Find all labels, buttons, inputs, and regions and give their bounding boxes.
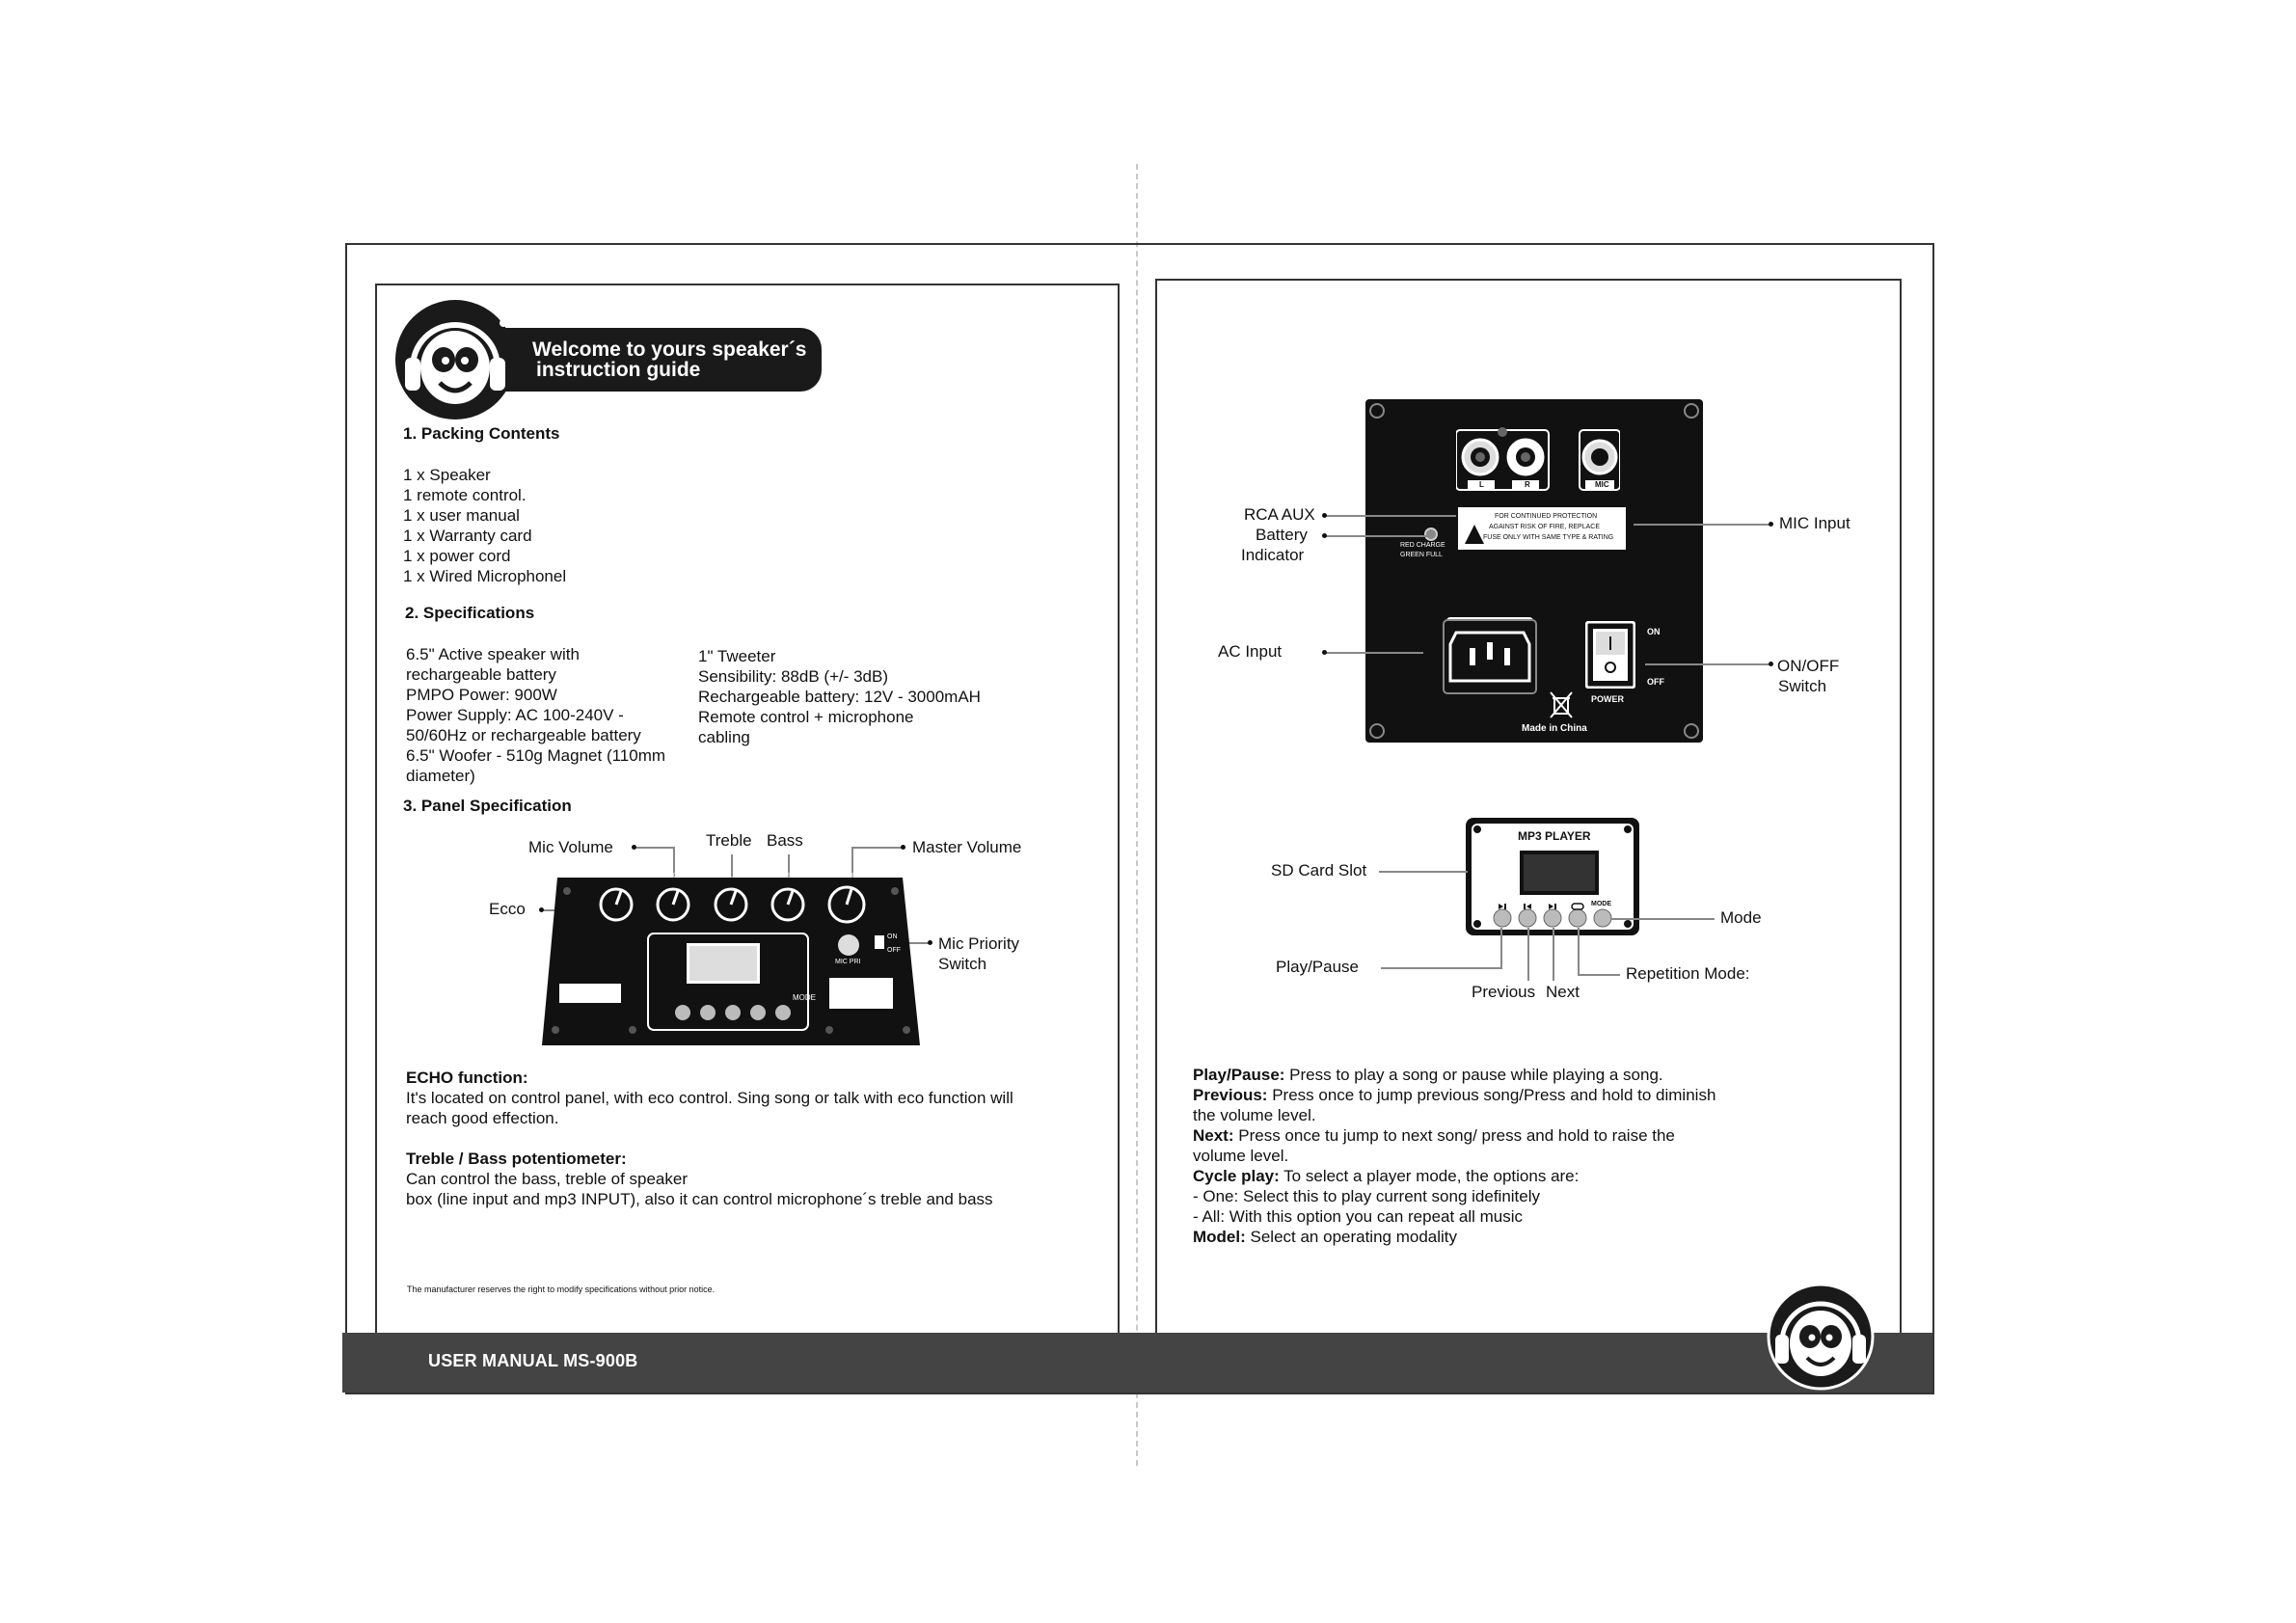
control-panel-diagram	[540, 873, 922, 1047]
label-indicator: Indicator	[1241, 546, 1305, 564]
packing-item: 1 x Wired Microphonel	[403, 567, 567, 585]
footer-title: USER MANUAL MS-900B	[428, 1351, 638, 1370]
spec-line: Sensibility: 88dB (+/- 3dB)	[698, 667, 889, 686]
label-mic-priority-line2: Switch	[938, 955, 987, 973]
label-previous: Previous	[1472, 983, 1536, 1001]
leader-line	[1325, 652, 1423, 654]
mp3-mode-text: MODE	[1591, 901, 1611, 907]
label-mic-volume: Mic Volume	[528, 838, 613, 856]
leader-line	[1610, 918, 1715, 920]
spacer-icon	[1456, 503, 1457, 504]
knob-label: MIC VOL	[654, 873, 682, 879]
spec-line: Remote control + microphone	[698, 708, 914, 726]
description-text: To select a player mode, the options are:	[1279, 1167, 1580, 1185]
description-line	[1193, 1227, 1715, 1247]
label-rca-aux: RCA AUX	[1244, 505, 1315, 524]
panel-mode-label: MODE	[793, 993, 816, 1002]
label-onoff-line1: ON/OFF	[1777, 657, 1840, 675]
monkey-face-icon	[395, 300, 515, 419]
leader-line	[1578, 974, 1620, 976]
power-label: POWER	[1591, 694, 1625, 704]
treble-bass-text	[406, 1169, 993, 1209]
description-text: Select an operating modality	[1245, 1228, 1458, 1246]
back-panel-diagram	[1365, 399, 1703, 743]
specs-left-column	[406, 644, 665, 786]
panel-title: 3. Panel Specification	[403, 797, 572, 815]
leader-dot	[901, 845, 905, 850]
description-line	[1193, 1186, 1715, 1206]
leader-line	[635, 847, 674, 849]
knob-label: TREBLE	[712, 873, 739, 879]
description-line	[1193, 1166, 1715, 1186]
leader-line	[1553, 928, 1554, 981]
leader-line	[1500, 928, 1502, 968]
fuse-warning	[1456, 507, 1624, 550]
switch-off-label: OFF	[1647, 677, 1664, 687]
mic-jack-label: MIC	[1595, 480, 1609, 489]
warning-line-2: AGAINST RISK OF FIRE, REPLACE	[1489, 524, 1601, 530]
description-term: Play/Pause:	[1193, 1066, 1285, 1084]
leader-line	[1645, 663, 1770, 665]
echo-title: ECHO function:	[406, 1068, 528, 1087]
label-battery: Battery	[1256, 526, 1308, 544]
ac-socket-icon	[1443, 619, 1537, 694]
leader-dot	[928, 940, 932, 945]
leader-line	[1634, 524, 1770, 526]
rca-l-label: L	[1479, 480, 1484, 489]
recycle-bin-crossed-icon	[1549, 690, 1574, 719]
packing-list	[403, 465, 566, 586]
welcome-banner	[482, 328, 822, 392]
description-term: Next:	[1193, 1126, 1234, 1145]
packing-item: 1 x power cord	[403, 547, 511, 565]
label-repetition: Repetition Mode:	[1626, 964, 1750, 983]
description-text: Press once to jump previous song/Press and hold to diminish	[1267, 1086, 1716, 1104]
spec-line: Power Supply: AC 100-240V -	[406, 706, 624, 724]
description-text: Press once tu jump to next song/ press and hold to raise the	[1233, 1126, 1675, 1145]
knob-label: VOLUME	[827, 873, 856, 879]
made-in-label: Made in China	[1522, 723, 1587, 734]
leader-dot	[1322, 513, 1327, 518]
leader-line	[1325, 515, 1456, 517]
description-text: volume level.	[1193, 1147, 1289, 1165]
leader-line	[1379, 871, 1468, 873]
description-line	[1193, 1125, 1715, 1146]
label-mode: Mode	[1720, 908, 1762, 927]
leader-dot	[1322, 533, 1327, 538]
spec-line: 6.5" Woofer - 510g Magnet (110mm	[406, 746, 666, 765]
label-master-volume: Master Volume	[912, 838, 1022, 856]
description-text: - All: With this option you can repeat all music	[1193, 1207, 1524, 1226]
description-line	[1193, 1105, 1715, 1125]
control-panel-drawing	[540, 876, 922, 1047]
echo-text	[406, 1088, 1013, 1128]
mp3-title: MP3 PLAYER	[1518, 829, 1591, 843]
leader-line	[851, 847, 905, 849]
leader-line	[1527, 928, 1529, 981]
treble-bass-line: box (line input and mp3 INPUT), also it can control microphone´s treble and bass	[406, 1190, 993, 1208]
description-line	[1193, 1146, 1715, 1166]
leader-line	[1381, 967, 1502, 969]
leader-line	[1578, 928, 1580, 974]
description-text: - One: Select this to play current song idefinitely	[1193, 1187, 1541, 1205]
label-ecco: Ecco	[489, 900, 526, 918]
packing-title: 1. Packing Contents	[403, 424, 560, 443]
mic-pri-on: ON	[887, 933, 898, 940]
label-mic-input: MIC Input	[1779, 514, 1850, 532]
treble-bass-line: Can control the bass, treble of speaker	[406, 1170, 688, 1188]
echo-line: It's located on control panel, with eco control. Sing song or talk with eco function will	[406, 1089, 1013, 1107]
treble-bass-title: Treble / Bass potentiometer:	[406, 1150, 627, 1168]
warning-line-3: FUSE ONLY WITH SAME TYPE & RATING	[1483, 534, 1614, 541]
description-term: Previous:	[1193, 1086, 1268, 1104]
label-ac-input: AC Input	[1218, 642, 1283, 661]
rca-r-label: R	[1525, 480, 1530, 489]
monkey-logo	[395, 300, 515, 419]
spec-line: cabling	[698, 728, 750, 746]
footer-logo	[1767, 1283, 1875, 1391]
description-line	[1193, 1206, 1715, 1227]
spec-line: PMPO Power: 900W	[406, 686, 557, 704]
specs-title: 2. Specifications	[405, 604, 535, 622]
leader-line	[1325, 535, 1429, 537]
packing-item: 1 x user manual	[403, 506, 520, 525]
label-mic-priority-line1: Mic Priority	[938, 934, 1020, 953]
charge-green-label: GREEN FULL	[1400, 552, 1443, 558]
spec-line: 50/60Hz or rechargeable battery	[406, 726, 641, 744]
description-line	[1193, 1085, 1715, 1105]
power-switch-icon[interactable]	[1585, 621, 1635, 689]
mic-pri-off: OFF	[887, 947, 901, 954]
leader-dot	[1769, 662, 1773, 666]
spec-line: diameter)	[406, 767, 475, 785]
label-play-pause: Play/Pause	[1276, 958, 1359, 976]
spec-line: rechargeable battery	[406, 665, 556, 684]
specs-right-column	[698, 646, 981, 747]
label-bass: Bass	[767, 831, 803, 850]
welcome-line-2: instruction guide	[536, 359, 701, 381]
description-line	[1193, 1065, 1715, 1085]
descriptions	[1193, 1065, 1715, 1247]
packing-item: 1 remote control.	[403, 486, 527, 504]
monkey-face-icon	[1767, 1283, 1875, 1391]
mic-pri-label: MIC PRI	[835, 959, 861, 965]
battery-led-icon	[1423, 527, 1439, 542]
description-text: the volume level.	[1193, 1106, 1316, 1124]
welcome-line-1: Welcome to yours speaker´s	[532, 338, 807, 361]
description-term: Model:	[1193, 1228, 1246, 1246]
leader-dot	[1322, 650, 1327, 655]
leader-dot	[632, 845, 636, 850]
label-onoff-switch	[1777, 656, 1839, 696]
spec-line: Rechargeable battery: 12V - 3000mAH	[698, 688, 981, 706]
disclaimer: The manufacturer reserves the right to modify specifications without prior notice.	[407, 1285, 716, 1294]
label-mic-priority	[938, 933, 1019, 974]
description-text: Press to play a song or pause while playing a song.	[1284, 1066, 1663, 1084]
label-next: Next	[1546, 983, 1580, 1001]
packing-item: 1 x Speaker	[403, 466, 491, 484]
spec-line: 6.5" Active speaker with	[406, 645, 580, 663]
leader-dot	[1769, 522, 1773, 527]
charge-red-label: RED CHARGE	[1400, 542, 1445, 549]
description-term: Cycle play:	[1193, 1167, 1280, 1185]
packing-item: 1 x Warranty card	[403, 527, 532, 545]
knob-label: ECHO	[597, 873, 617, 879]
label-sd-card: SD Card Slot	[1271, 861, 1367, 879]
warning-line-1: FOR CONTINUED PROTECTION	[1495, 513, 1598, 520]
switch-on-label: ON	[1647, 627, 1661, 636]
knob-label: BASS	[773, 873, 792, 879]
spec-line: 1" Tweeter	[698, 647, 776, 665]
label-onoff-line2: Switch	[1778, 677, 1827, 695]
echo-line: reach good effection.	[406, 1109, 559, 1127]
label-treble: Treble	[706, 831, 752, 850]
